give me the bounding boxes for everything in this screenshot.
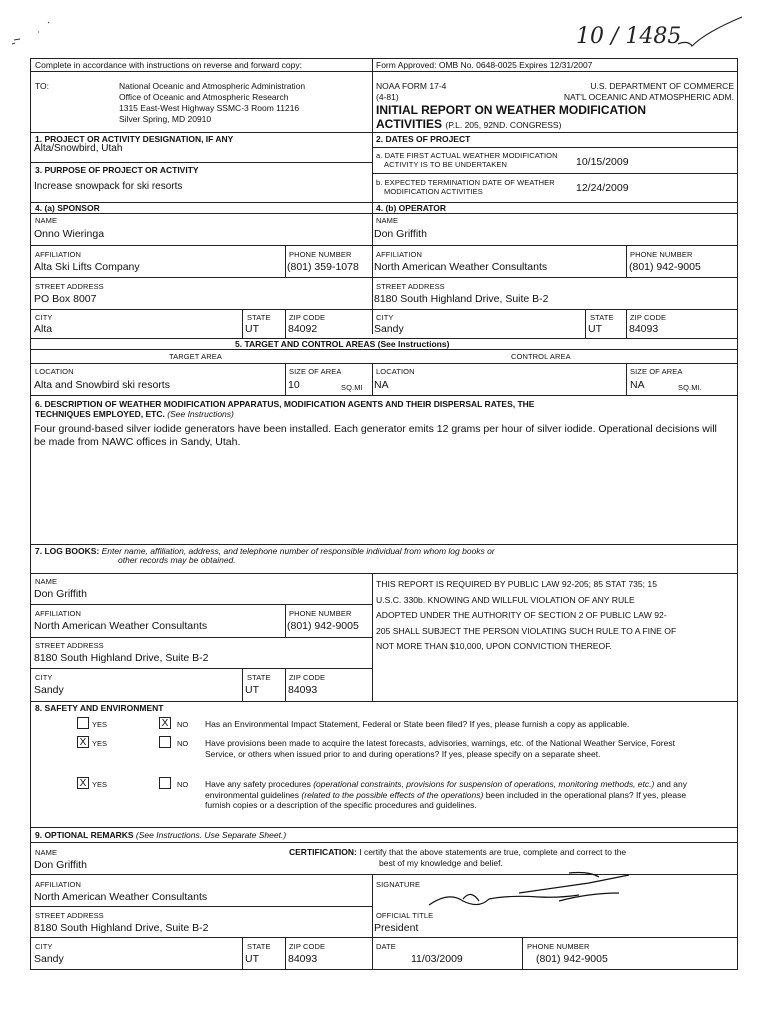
q1-no-checkbox[interactable] xyxy=(159,717,171,729)
sponsor-name: Onno Wieringa xyxy=(34,228,105,240)
logbook-street-label: STREET ADDRESS xyxy=(35,641,104,650)
target-location: Alta and Snowbird ski resorts xyxy=(34,379,170,391)
no-label: NO xyxy=(177,739,189,748)
remarks-affiliation-label: AFFILIATION xyxy=(35,880,81,889)
end-date-label-line: MODIFICATION ACTIVITIES xyxy=(384,187,483,196)
section-6-title-line: TECHNIQUES EMPLOYED, ETC. xyxy=(35,409,165,419)
control-size-unit: SQ.MI. xyxy=(678,383,702,392)
form-title-line: INITIAL REPORT ON WEATHER MODIFICATION xyxy=(376,103,646,117)
legal-notice-line: U.S.C. 330b. KNOWING AND WILLFUL VIOLATION OF ANY RULE xyxy=(376,594,635,605)
remarks-zip: 84093 xyxy=(288,953,318,965)
sponsor-street: PO Box 8007 xyxy=(34,293,97,305)
operator-street: 8180 South Highland Drive, Suite B-2 xyxy=(374,293,549,305)
section-6-title-line: 6. DESCRIPTION OF WEATHER MODIFICATION APPARATUS, MODIFICATION AGENTS AND THEIR DISPERSAL RATES, THE xyxy=(35,399,535,409)
operator-name-label: NAME xyxy=(376,216,399,225)
target-size: 10 xyxy=(288,379,300,391)
remarks-affiliation: North American Weather Consultants xyxy=(34,891,208,903)
q1-yes-checkbox[interactable] xyxy=(77,717,89,729)
control-location-label: LOCATION xyxy=(376,367,415,376)
target-size-unit: SQ.MI xyxy=(341,383,363,392)
logbook-street: 8180 South Highland Drive, Suite B-2 xyxy=(34,652,209,664)
logbook-city-label: CITY xyxy=(35,673,53,682)
logbook-name: Don Griffith xyxy=(34,588,87,600)
handwritten-checkmark xyxy=(676,14,746,50)
end-date-label xyxy=(376,178,555,196)
project-purpose: Increase snowpack for ski resorts xyxy=(34,181,183,192)
target-size-label: SIZE OF AREA xyxy=(289,367,342,376)
question-1: Has an Environmental Impact Statement, Federal or State been filed? If yes, please furnish a copy as applicable. xyxy=(205,719,630,729)
section-2-label: 2. DATES OF PROJECT xyxy=(376,134,471,144)
legal-notice-line: ADOPTED UNDER THE AUTHORITY OF SECTION 2 OF PUBLIC LAW 92- xyxy=(376,610,667,620)
section-9-title: 9. OPTIONAL REMARKS xyxy=(35,830,134,840)
start-date-label-line: a. DATE FIRST ACTUAL WEATHER MODIFICATION xyxy=(376,151,558,160)
sponsor-affiliation-label: AFFILIATION xyxy=(35,250,81,259)
section-6-instructions: (See Instructions) xyxy=(167,409,234,419)
remarks-name-label: NAME xyxy=(35,848,58,857)
law-reference: (P.L. 205, 92ND. CONGRESS) xyxy=(445,120,562,130)
start-date-value: 10/15/2009 xyxy=(576,156,629,168)
remarks-state: UT xyxy=(245,953,259,965)
section-3-label: 3. PURPOSE OF PROJECT OR ACTIVITY xyxy=(35,165,199,175)
section-7-instructions: Enter name, affiliation, address, and telephone number of responsible individual from whom log books or xyxy=(101,546,495,556)
q2-yes-mark: X xyxy=(79,737,87,748)
sponsor-city-label: CITY xyxy=(35,313,53,322)
operator-phone-label: PHONE NUMBER xyxy=(630,250,693,259)
operator-phone: (801) 942-9005 xyxy=(629,261,701,273)
remarks-city-label: CITY xyxy=(35,942,53,951)
noaa-form-17-4 xyxy=(30,58,738,970)
remarks-zip-label: ZIP CODE xyxy=(289,942,326,951)
sponsor-state-label: STATE xyxy=(247,313,271,322)
yes-label: YES xyxy=(92,739,108,748)
handwritten-reference-number: 10 / 1485 xyxy=(576,24,682,49)
q2-yes-checkbox[interactable] xyxy=(77,736,89,748)
section-1-label: 1. PROJECT OR ACTIVITY DESIGNATION, IF ANY xyxy=(35,134,234,144)
section-7-label xyxy=(35,547,495,565)
form-approved: Form Approved: OMB No. 0648-0025 Expires 12/31/2007 xyxy=(376,60,593,70)
logbook-state: UT xyxy=(245,684,259,696)
control-size-label: SIZE OF AREA xyxy=(630,367,683,376)
scan-marks xyxy=(0,18,60,48)
control-size: NA xyxy=(630,379,645,391)
legal-notice xyxy=(376,577,676,655)
question-3-italic: (operational constraints, provisions for suspension of operations, monitoring methods, etc.) xyxy=(313,779,655,789)
remarks-city: Sandy xyxy=(34,953,64,965)
signature-label: SIGNATURE xyxy=(376,880,421,889)
legal-notice-line: THIS REPORT IS REQUIRED BY PUBLIC LAW 92-205; 85 STAT 735; 15 xyxy=(376,579,657,589)
address-line: 1315 East-West Highway SSMC-3 Room 11216 xyxy=(119,103,300,113)
logbook-phone-label: PHONE NUMBER xyxy=(289,609,352,618)
operator-street-label: STREET ADDRESS xyxy=(376,282,445,291)
section-5-title: 5. TARGET AND CONTROL AREAS xyxy=(235,339,376,349)
official-title: President xyxy=(374,922,419,934)
certification-text: best of my knowledge and belief. xyxy=(379,857,503,868)
operator-zip-label: ZIP CODE xyxy=(630,313,667,322)
operator-city: Sandy xyxy=(374,323,404,335)
cert-phone-label: PHONE NUMBER xyxy=(527,942,590,951)
question-3-italic: (related to the possible effects of the operations) xyxy=(301,789,484,800)
date-label: DATE xyxy=(376,942,396,951)
form-instructions: Complete in accordance with instructions on reverse and forward copy: xyxy=(35,60,302,70)
address-line: Silver Spring, MD 20910 xyxy=(119,114,212,124)
target-area-label: TARGET AREA xyxy=(169,352,222,361)
q3-no-checkbox[interactable] xyxy=(159,777,171,789)
remarks-street-label: STREET ADDRESS xyxy=(35,911,104,920)
q1-no-mark: X xyxy=(161,718,169,729)
certification-text: I certify that the above statements are true, complete and correct to the xyxy=(359,847,627,857)
section-7-instructions: other records may be obtained. xyxy=(118,555,236,565)
form-title-line: ACTIVITIES xyxy=(376,117,443,131)
operator-affiliation: North American Weather Consultants xyxy=(374,261,548,273)
no-label: NO xyxy=(177,720,189,729)
question-2: Have provisions been made to acquire the latest forecasts, advisories, warnings, etc. of the National Weather Service, Forest Service, or others when issued prior to and during operations? If yes, please specify on a separate sheet. xyxy=(205,738,675,759)
address-line: National Oceanic and Atmospheric Administration xyxy=(119,81,306,91)
certification-label: CERTIFICATION: xyxy=(289,847,357,857)
sponsor-name-label: NAME xyxy=(35,216,58,225)
operator-state: UT xyxy=(588,323,602,335)
address-line: Office of Oceanic and Atmospheric Research xyxy=(119,92,289,102)
question-3-text: been included in the operational plans? If yes, please furnish copies or a description of the specific procedures and guidelines. xyxy=(205,789,687,810)
operator-section-label: 4. (b) OPERATOR xyxy=(376,203,447,213)
to-label: TO: xyxy=(35,81,50,91)
control-area-label: CONTROL AREA xyxy=(511,352,571,361)
agency-address xyxy=(119,81,305,125)
logbook-city: Sandy xyxy=(34,684,64,696)
yes-label: YES xyxy=(92,780,108,789)
section-9-instructions: (See Instructions. Use Separate Sheet.) xyxy=(135,830,287,840)
q3-yes-mark: X xyxy=(79,778,87,789)
sponsor-state: UT xyxy=(245,323,259,335)
signature-scribble xyxy=(419,871,639,911)
question-3-text: and any environmental guidelines xyxy=(205,779,687,800)
official-title-label: OFFICIAL TITLE xyxy=(376,911,434,920)
apparatus-description: Four ground-based silver iodide generators have been installed. Each generator emits 12 grams per hour of silver iodide. Operational decisions will be made from NAWC offices in Sandy, Utah. xyxy=(34,423,717,448)
sponsor-phone: (801) 359-1078 xyxy=(287,261,359,273)
logbook-state-label: STATE xyxy=(247,673,271,682)
start-date-label xyxy=(376,151,558,169)
remarks-street: 8180 South Highland Drive, Suite B-2 xyxy=(34,922,209,934)
operator-affiliation-label: AFFILIATION xyxy=(376,250,422,259)
form-title xyxy=(376,103,646,132)
form-date: (4-81) xyxy=(376,92,399,102)
legal-notice-line: NOT MORE THAN $10,000, UPON CONVICTION THEREOF. xyxy=(376,641,612,651)
sponsor-city: Alta xyxy=(34,323,53,335)
department: U.S. DEPARTMENT OF COMMERCE xyxy=(590,81,734,91)
logbook-zip: 84093 xyxy=(288,684,318,696)
sponsor-zip: 84092 xyxy=(288,323,318,335)
start-date-label-line: ACTIVITY IS TO BE UNDERTAKEN xyxy=(384,160,507,169)
end-date-label-line: b. EXPECTED TERMINATION DATE OF WEATHER xyxy=(376,178,555,187)
form-number: NOAA FORM 17-4 xyxy=(376,81,447,91)
agency: NAT'L OCEANIC AND ATMOSPHERIC ADM. xyxy=(563,92,734,102)
cert-phone: (801) 942-9005 xyxy=(536,953,608,965)
q3-yes-checkbox[interactable] xyxy=(77,777,89,789)
remarks-state-label: STATE xyxy=(247,942,271,951)
operator-state-label: STATE xyxy=(590,313,614,322)
sponsor-zip-label: ZIP CODE xyxy=(289,313,326,322)
end-date-value: 12/24/2009 xyxy=(576,182,629,194)
section-9-label xyxy=(35,830,286,840)
logbook-phone: (801) 942-9005 xyxy=(287,620,359,632)
project-designation: Alta/Snowbird, Utah xyxy=(34,143,123,154)
target-location-label: LOCATION xyxy=(35,367,74,376)
section-8-label: 8. SAFETY AND ENVIRONMENT xyxy=(35,703,164,713)
operator-city-label: CITY xyxy=(376,313,394,322)
logbook-affiliation: North American Weather Consultants xyxy=(34,620,208,632)
question-3-text: Have any safety procedures xyxy=(205,779,314,789)
section-6-label xyxy=(35,399,534,419)
section-5-label xyxy=(235,339,449,349)
logbook-zip-label: ZIP CODE xyxy=(289,673,326,682)
q2-no-checkbox[interactable] xyxy=(159,736,171,748)
logbook-name-label: NAME xyxy=(35,577,58,586)
control-location: NA xyxy=(374,379,389,391)
remarks-name: Don Griffith xyxy=(34,859,87,871)
yes-label: YES xyxy=(92,720,108,729)
logbook-affiliation-label: AFFILIATION xyxy=(35,609,81,618)
section-7-title: 7. LOG BOOKS: xyxy=(35,546,100,556)
sponsor-phone-label: PHONE NUMBER xyxy=(289,250,352,259)
legal-notice-line: 205 SHALL SUBJECT THE PERSON VIOLATING SUCH RULE TO A FINE OF xyxy=(376,625,677,636)
sponsor-affiliation: Alta Ski Lifts Company xyxy=(34,261,140,273)
certification-date: 11/03/2009 xyxy=(411,953,463,965)
sponsor-section-label: 4. (a) SPONSOR xyxy=(35,203,100,213)
sponsor-street-label: STREET ADDRESS xyxy=(35,282,104,291)
operator-name: Don Griffith xyxy=(374,228,427,240)
question-3 xyxy=(205,779,695,811)
section-5-instructions: (See Instructions) xyxy=(377,339,450,349)
operator-zip: 84093 xyxy=(629,323,659,335)
no-label: NO xyxy=(177,780,189,789)
certification xyxy=(289,847,626,868)
